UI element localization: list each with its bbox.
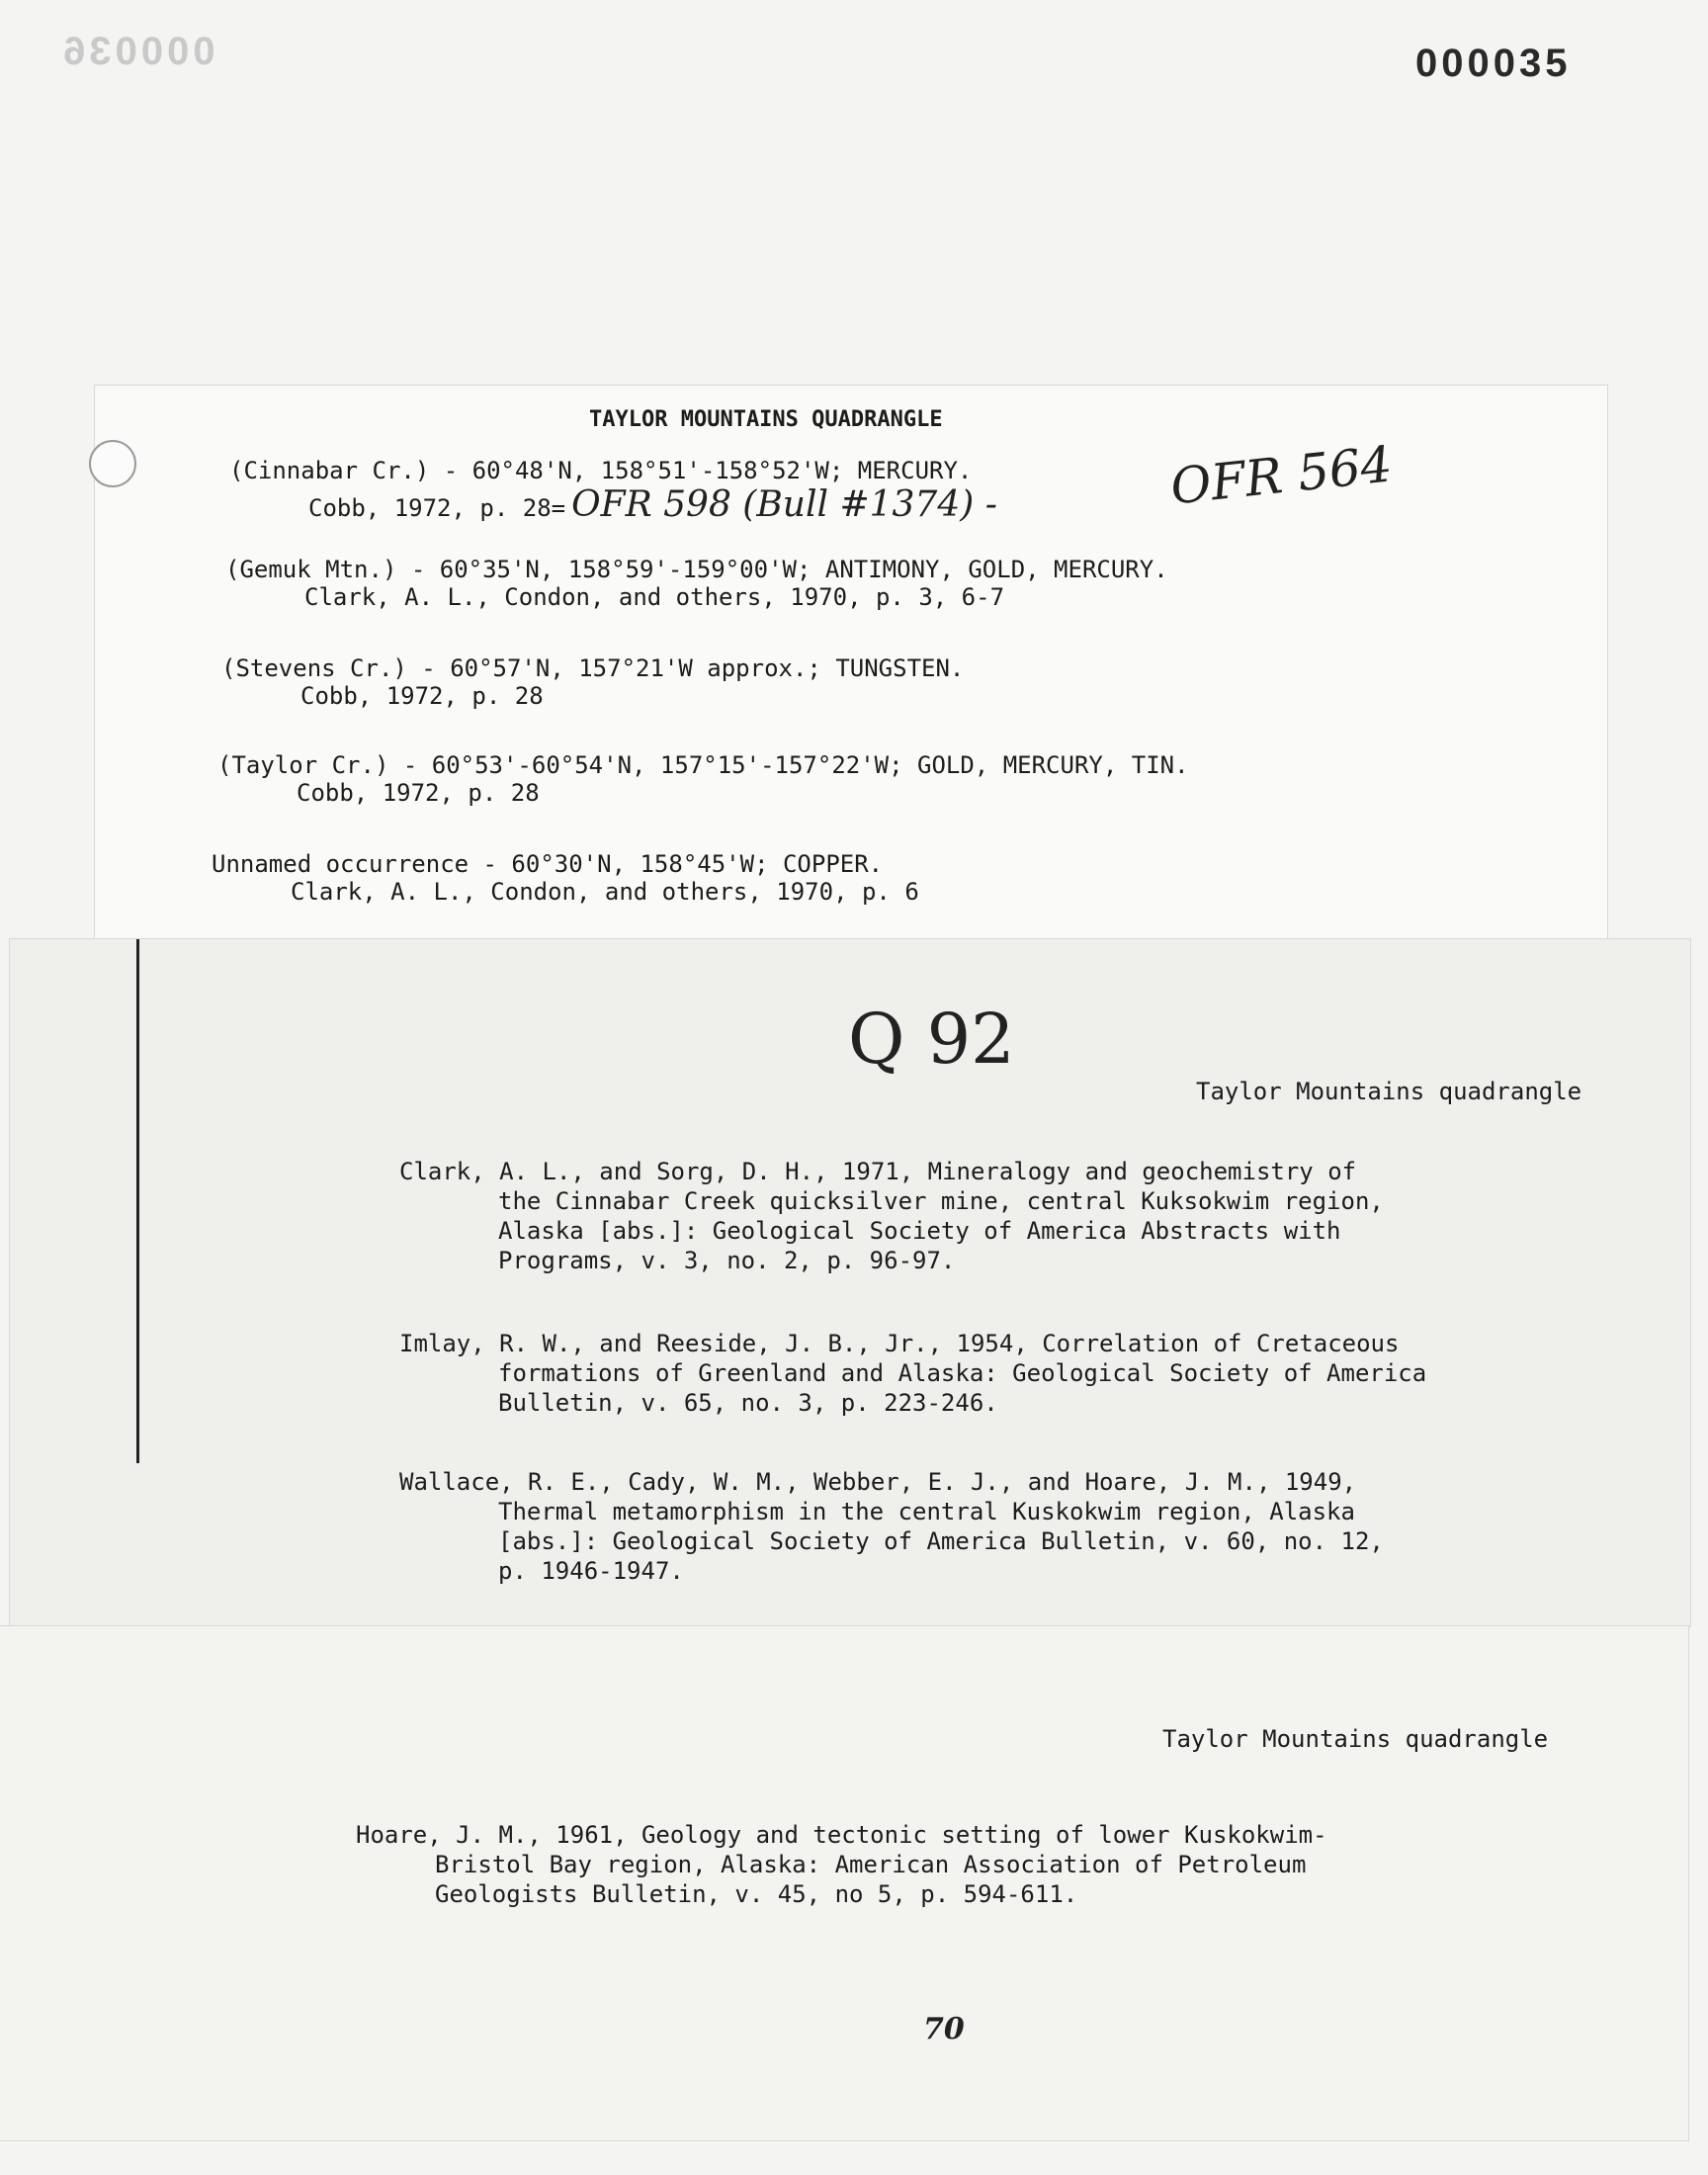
reference-wallace — [399, 1467, 1384, 1586]
card-bibliography-2 — [0, 1626, 1688, 2140]
entry-line-2: Clark, A. L., Condon, and others, 1970, p. 3, 6-7 — [304, 583, 1005, 611]
reference-clark-sorg — [399, 1157, 1384, 1275]
card-bibliography-1 — [10, 939, 1690, 1626]
entry-stevens — [221, 654, 964, 710]
reference-continued-3: Programs, v. 3, no. 2, p. 96-97. — [498, 1247, 956, 1274]
reference-first-line: Hoare, J. M., 1961, Geology and tectonic setting of lower Kuskokwim- — [356, 1821, 1327, 1849]
reference-continued-2: Bulletin, v. 65, no. 3, p. 223-246. — [498, 1389, 998, 1417]
mirrored-page-number: 000036 — [59, 30, 215, 73]
reference-imlay-reeside — [399, 1329, 1426, 1418]
reference-continued-2: Alaska [abs.]: Geological Society of America Abstracts with — [498, 1217, 1341, 1245]
reference-continued-2: Geologists Bulletin, v. 45, no 5, p. 594-611. — [435, 1880, 1078, 1908]
punch-hole-icon — [89, 440, 136, 487]
entry-line-1: (Taylor Cr.) - 60°53'-60°54'N, 157°15'-157°22'W; GOLD, MERCURY, TIN. — [217, 751, 1189, 779]
reference-first-line: Clark, A. L., and Sorg, D. H., 1971, Mineralogy and geochemistry of — [399, 1158, 1357, 1185]
reference-continued-1: Thermal metamorphism in the central Kuskokwim region, Alaska — [498, 1498, 1355, 1525]
entry-line-2 — [229, 484, 997, 525]
reference-continued-2: [abs.]: Geological Society of America Bulletin, v. 60, no. 12, — [498, 1527, 1384, 1555]
page-number-bottom: 70 — [923, 2012, 965, 2046]
page-number-top: 000035 — [1415, 42, 1572, 85]
entry-line-1: (Gemuk Mtn.) - 60°35'N, 158°59'-159°00'W; ANTIMONY, GOLD, MERCURY. — [225, 556, 1168, 583]
reference-continued-3: p. 1946-1947. — [498, 1557, 684, 1585]
handwritten-annotation-ofr564: OFR 564 — [1167, 435, 1396, 516]
reference-continued-1: the Cinnabar Creek quicksilver mine, central Kuksokwim region, — [498, 1187, 1384, 1215]
handwritten-annotation-ofr598: OFR 598 (Bull #1374) - — [571, 484, 997, 525]
card-header: Taylor Mountains quadrangle — [1196, 1078, 1582, 1105]
entry-line-1: (Cinnabar Cr.) - 60°48'N, 158°51'-158°52'W; MERCURY. — [229, 457, 973, 484]
card-header: Taylor Mountains quadrangle — [1162, 1725, 1549, 1753]
entry-cinnabar — [229, 457, 997, 525]
reference-hoare — [356, 1820, 1327, 1909]
entry-line-1: Unnamed occurrence - 60°30'N, 158°45'W; COPPER. — [212, 850, 884, 878]
entry-gemuk — [225, 556, 1168, 611]
entry-line-2: Cobb, 1972, p. 28 — [297, 779, 540, 807]
entry-citation: Cobb, 1972, p. 28= — [308, 494, 566, 522]
reference-first-line: Imlay, R. W., and Reeside, J. B., Jr., 1954, Correlation of Cretaceous — [399, 1330, 1400, 1357]
reference-first-line: Wallace, R. E., Cady, W. M., Webber, E. J., and Hoare, J. M., 1949, — [399, 1468, 1357, 1496]
handwritten-label-q92: Q 92 — [848, 999, 1015, 1080]
entry-taylor — [217, 751, 1189, 807]
reference-continued-1: Bristol Bay region, Alaska: American Association of Petroleum — [435, 1851, 1307, 1878]
card-title: TAYLOR MOUNTAINS QUADRANGLE — [589, 407, 943, 432]
card-index-occurrences — [95, 386, 1607, 939]
reference-continued-1: formations of Greenland and Alaska: Geological Society of America — [498, 1359, 1427, 1387]
margin-rule — [136, 939, 139, 1463]
entry-unnamed — [212, 850, 919, 906]
entry-line-2: Clark, A. L., Condon, and others, 1970, p. 6 — [291, 878, 919, 906]
entry-line-2: Cobb, 1972, p. 28 — [300, 682, 544, 710]
entry-line-1: (Stevens Cr.) - 60°57'N, 157°21'W approx.; TUNGSTEN. — [221, 654, 965, 682]
